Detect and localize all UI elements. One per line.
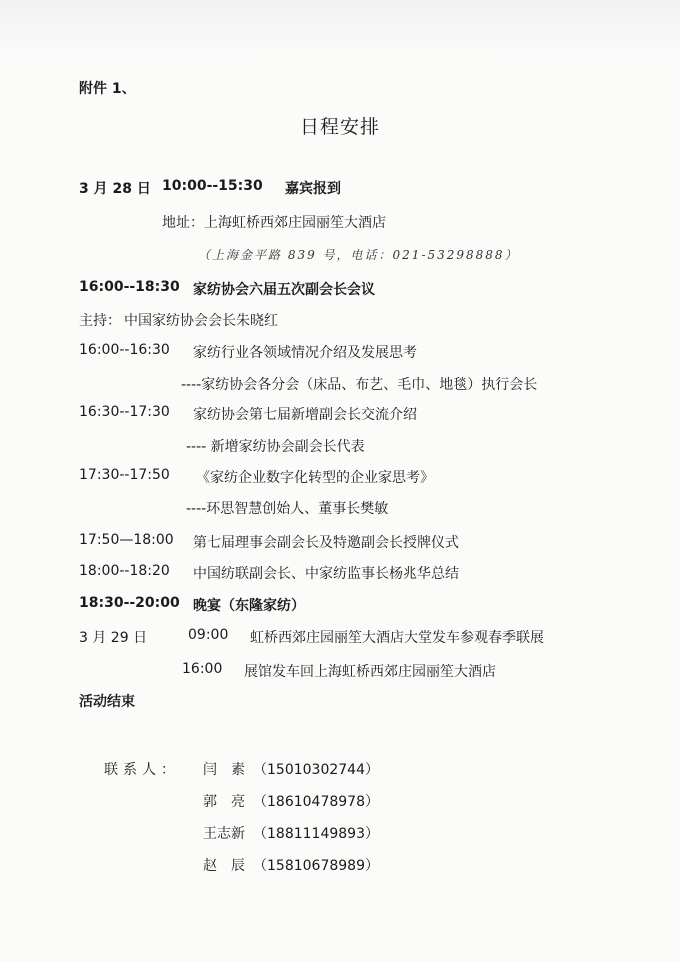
day1-date: 3 月 28 日 [79, 181, 151, 197]
host-name: 中国家纺协会会长朱晓红 [124, 313, 278, 329]
day2-text: 展馆发车回上海虹桥西郊庄园丽笙大酒店 [244, 664, 496, 680]
meeting-title: 家纺协会六届五次副会长会议 [193, 282, 375, 298]
agenda-speaker: ---- 新增家纺协会副会长代表 [186, 439, 365, 455]
contact-phone: （18610478978） [253, 794, 379, 810]
agenda-time: 18:00--18:20 [79, 563, 170, 579]
agenda-title: 《家纺企业数字化转型的企业家思考》 [196, 470, 434, 486]
agenda-speaker: ----家纺协会各分会（床品、布艺、毛巾、地毯）执行会长 [181, 377, 538, 393]
day1-time: 10:00--15:30 [162, 178, 263, 194]
day2-time: 09:00 [188, 627, 229, 643]
contact-name: 闫 素 [203, 762, 245, 778]
contact-phone: （15810678989） [253, 858, 379, 874]
address-label: 地址： [162, 215, 204, 231]
day2-time: 16:00 [182, 661, 223, 677]
agenda-title: 第七届理事会副会长及特邀副会长授牌仪式 [193, 535, 459, 551]
contact-name: 王志新 [203, 826, 245, 842]
handwritten-note: （上海金平路 839 号，电话：021-53298888） [198, 248, 519, 262]
day2-date: 3 月 29 日 [79, 630, 148, 646]
attachment-label: 附件 1、 [79, 81, 136, 97]
closing-text: 活动结束 [79, 694, 135, 710]
agenda-title: 家纺行业各领域情况介绍及发展思考 [193, 345, 417, 361]
agenda-title: 中国纺联副会长、中家纺监事长杨兆华总结 [193, 566, 459, 582]
address-text: 上海虹桥西郊庄园丽笙大酒店 [204, 215, 386, 231]
agenda-time: 17:30--17:50 [79, 467, 170, 483]
contacts-label: 联系人： [104, 762, 180, 778]
contact-phone: （18811149893） [253, 826, 379, 842]
agenda-time: 16:30--17:30 [79, 404, 170, 420]
page-title: 日程安排 [299, 116, 380, 138]
host-label: 主持： [79, 313, 121, 329]
banquet-time: 18:30--20:00 [79, 595, 180, 611]
agenda-time: 16:00--16:30 [79, 342, 170, 358]
day1-event: 嘉宾报到 [285, 181, 341, 197]
banquet-title: 晚宴（东隆家纺） [193, 598, 305, 614]
contact-phone: （15010302744） [253, 762, 379, 778]
agenda-speaker: ----环思智慧创始人、董事长樊敏 [186, 501, 389, 517]
agenda-title: 家纺协会第七届新增副会长交流介绍 [193, 407, 417, 423]
day2-text: 虹桥西郊庄园丽笙大酒店大堂发车参观春季联展 [250, 630, 544, 646]
meeting-time: 16:00--18:30 [79, 279, 180, 295]
agenda-time: 17:50—18:00 [79, 532, 174, 548]
contact-name: 郭 亮 [203, 794, 245, 810]
scan-shadow [0, 0, 680, 60]
contact-name: 赵 辰 [203, 858, 245, 874]
